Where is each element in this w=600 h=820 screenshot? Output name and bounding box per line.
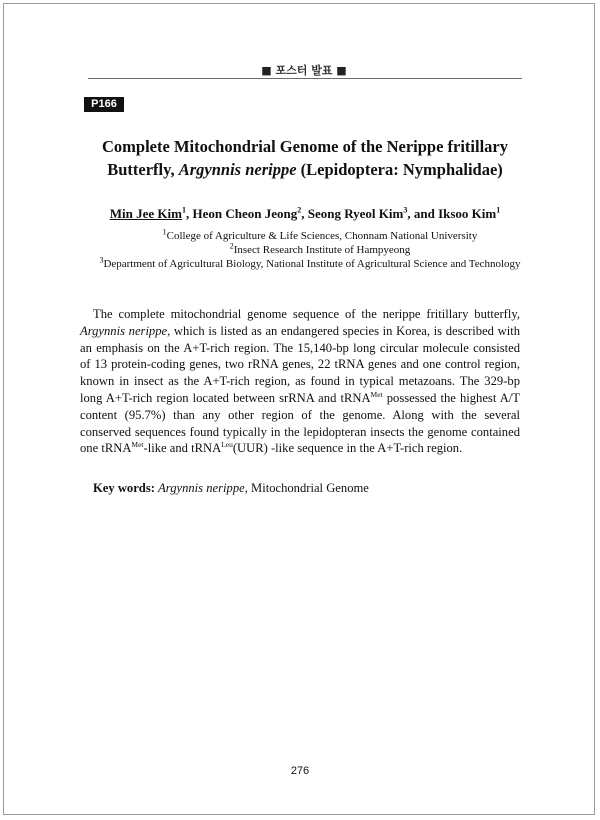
affiliation-text: Insect Research Institute of Hampyeong: [233, 244, 411, 256]
affiliation-2: [40, 241, 600, 257]
trna-superscript: Met: [131, 440, 144, 450]
author-separator: , and: [407, 206, 439, 221]
author-name: Seong Ryeol Kim: [307, 206, 404, 221]
species-name: Argynnis nerippe: [80, 323, 168, 338]
author-separator: ,: [301, 206, 308, 221]
section-header: ■ 포스터 발표 ■: [261, 64, 347, 77]
abstract-text: The complete mitochondrial genome sequence of the nerippe fritillary butterfly,: [93, 307, 520, 321]
author-affiliation-mark: 1: [496, 205, 501, 215]
page-number: 276: [290, 765, 310, 777]
author-affiliation-mark: 2: [297, 205, 302, 215]
paper-title: [70, 135, 540, 181]
header-divider: [88, 78, 522, 79]
affiliation-mark: 3: [99, 255, 104, 265]
abstract-body: [80, 306, 520, 457]
abstract-text: possessed the highest A/T content (95.7%) than any other region of the genome. Along with the several conserved sequences found typically in the lepidopteran insects the genome contained one tRNA: [80, 390, 521, 456]
author-affiliation-mark: 1: [182, 205, 186, 215]
affiliation-mark: 1: [162, 227, 167, 237]
keywords-label: Key words:: [93, 481, 155, 495]
title-species-name: Argynnis nerippe: [178, 160, 297, 179]
keywords-rest: Mitochondrial Genome: [247, 481, 369, 495]
title-line-2-suffix: (Lepidoptera: Nymphalidae): [296, 160, 503, 179]
affiliation-mark: 2: [229, 241, 234, 251]
abstract-text: (UUR) -like sequence in the A+T-rich region.: [232, 441, 463, 456]
poster-id-badge: P166: [84, 97, 124, 112]
trna-superscript: Met: [370, 389, 383, 399]
affiliation-3: [20, 255, 600, 271]
abstract-paragraph: [80, 306, 520, 457]
affiliation-text: College of Agriculture & Life Sciences, Chonnam National University: [166, 230, 478, 242]
keywords-species: Argynnis nerippe,: [158, 481, 248, 495]
affiliation-1: [40, 227, 600, 243]
author-affiliation-mark: 3: [403, 205, 408, 215]
keywords-line: [93, 481, 523, 496]
author-list: [60, 206, 550, 222]
affiliation-text: Department of Agricultural Biology, National Institute of Agricultural Science and Technology: [103, 258, 521, 270]
title-line-2-prefix: Butterfly,: [107, 160, 179, 179]
abstract-text: -like and tRNA: [143, 441, 222, 456]
author-name: Heon Cheon Jeong: [192, 206, 298, 221]
abstract-text: , which is listed as an endangered species in Korea, is described with an emphasis on the A+T-rich region. The 15,140-bp long circular molecule consisted of 13 protein-coding genes, two rRNA genes, 22 tRNA genes and one control region, known in insect as the A+T-rich region, as found in typical metazoans. The 329-bp long A+T-rich region located between srRNA and tRNA: [80, 323, 520, 405]
author-name: Min Jee Kim: [109, 206, 182, 221]
title-line-1: Complete Mitochondrial Genome of the Nerippe fritillary: [102, 137, 508, 156]
author-separator: ,: [186, 206, 193, 221]
author-name: Iksoo Kim: [438, 206, 497, 221]
trna-superscript: Leu: [221, 440, 233, 450]
